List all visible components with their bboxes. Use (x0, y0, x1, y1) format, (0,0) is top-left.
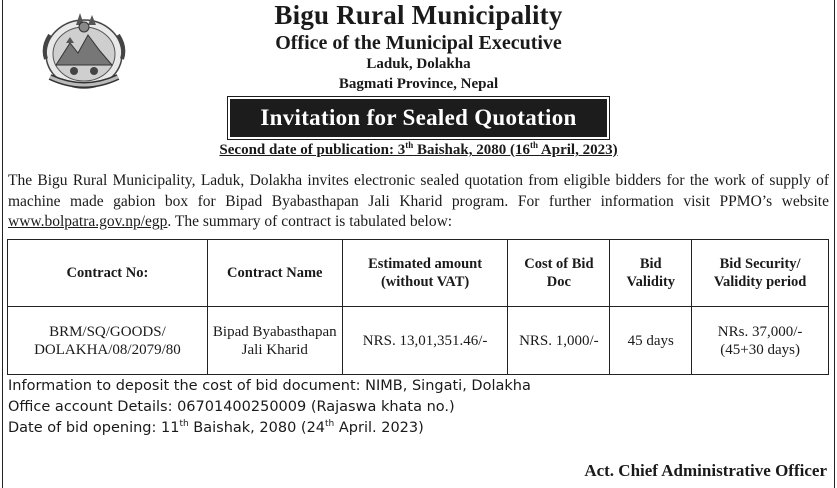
signature-title: Act. Chief Administrative Officer (584, 461, 827, 480)
office-location: Laduk, Dolakha (366, 56, 471, 72)
table-row (8, 307, 829, 375)
header-cost-of-bid-doc: Cost of Bid Doc (508, 240, 610, 307)
office-province: Bagmati Province, Nepal (338, 76, 499, 92)
header-contract-name: Contract Name (207, 240, 342, 307)
bolpatra-link[interactable]: www.bolpatra.gov.np/egp (8, 213, 168, 230)
header-contract-no: Contract No: (8, 240, 208, 307)
bid-info-block (8, 376, 531, 439)
cell-contract-no: BRM/SQ/GOODS/ DOLAKHA/08/2079/80 (8, 307, 208, 375)
contract-summary-table (7, 239, 829, 375)
office-name: Office of the Municipal Executive (275, 32, 562, 54)
cell-bid-security: NRs. 37,000/- (45+30 days) (692, 307, 829, 375)
notice-title-banner: Invitation for Sealed Quotation (230, 99, 607, 137)
deposit-info: Information to deposit the cost of bid document: NIMB, Singati, Dolakha (8, 378, 531, 394)
cell-estimated-amount: NRS. 13,01,351.46/- (342, 307, 508, 375)
table-header-row (8, 240, 829, 307)
header-bid-security: Bid Security/ Validity period (692, 240, 829, 307)
bid-opening-date: Date of bid opening: 11th Baishak, 2080 (24th April. 2023) (8, 419, 424, 436)
account-info: Office account Details: 06701400250009 (Rajaswa khata no.) (8, 399, 455, 415)
header-estimated-amount: Estimated amount (without VAT) (342, 240, 508, 307)
municipality-name: Bigu Rural Municipality (274, 0, 563, 30)
notice-body-paragraph: The Bigu Rural Municipality, Laduk, Dolakha invites electronic sealed quotation from eligible bidders for the work of supply of machine made gabion box for Bipad Byabasthapan Jali Kharid program. For further information visit PPMO’s website www.bolpatra.gov.np/egp. The summary of contract is tabulated below: (8, 172, 829, 230)
publication-date: Second date of publication: 3th Baishak, 2080 (16th April, 2023) (219, 140, 618, 158)
cell-bid-validity: 45 days (610, 307, 692, 375)
cell-contract-name: Bipad Byabasthapan Jali Kharid (207, 307, 342, 375)
header-bid-validity: Bid Validity (610, 240, 692, 307)
cell-cost-of-bid-doc: NRS. 1,000/- (508, 307, 610, 375)
